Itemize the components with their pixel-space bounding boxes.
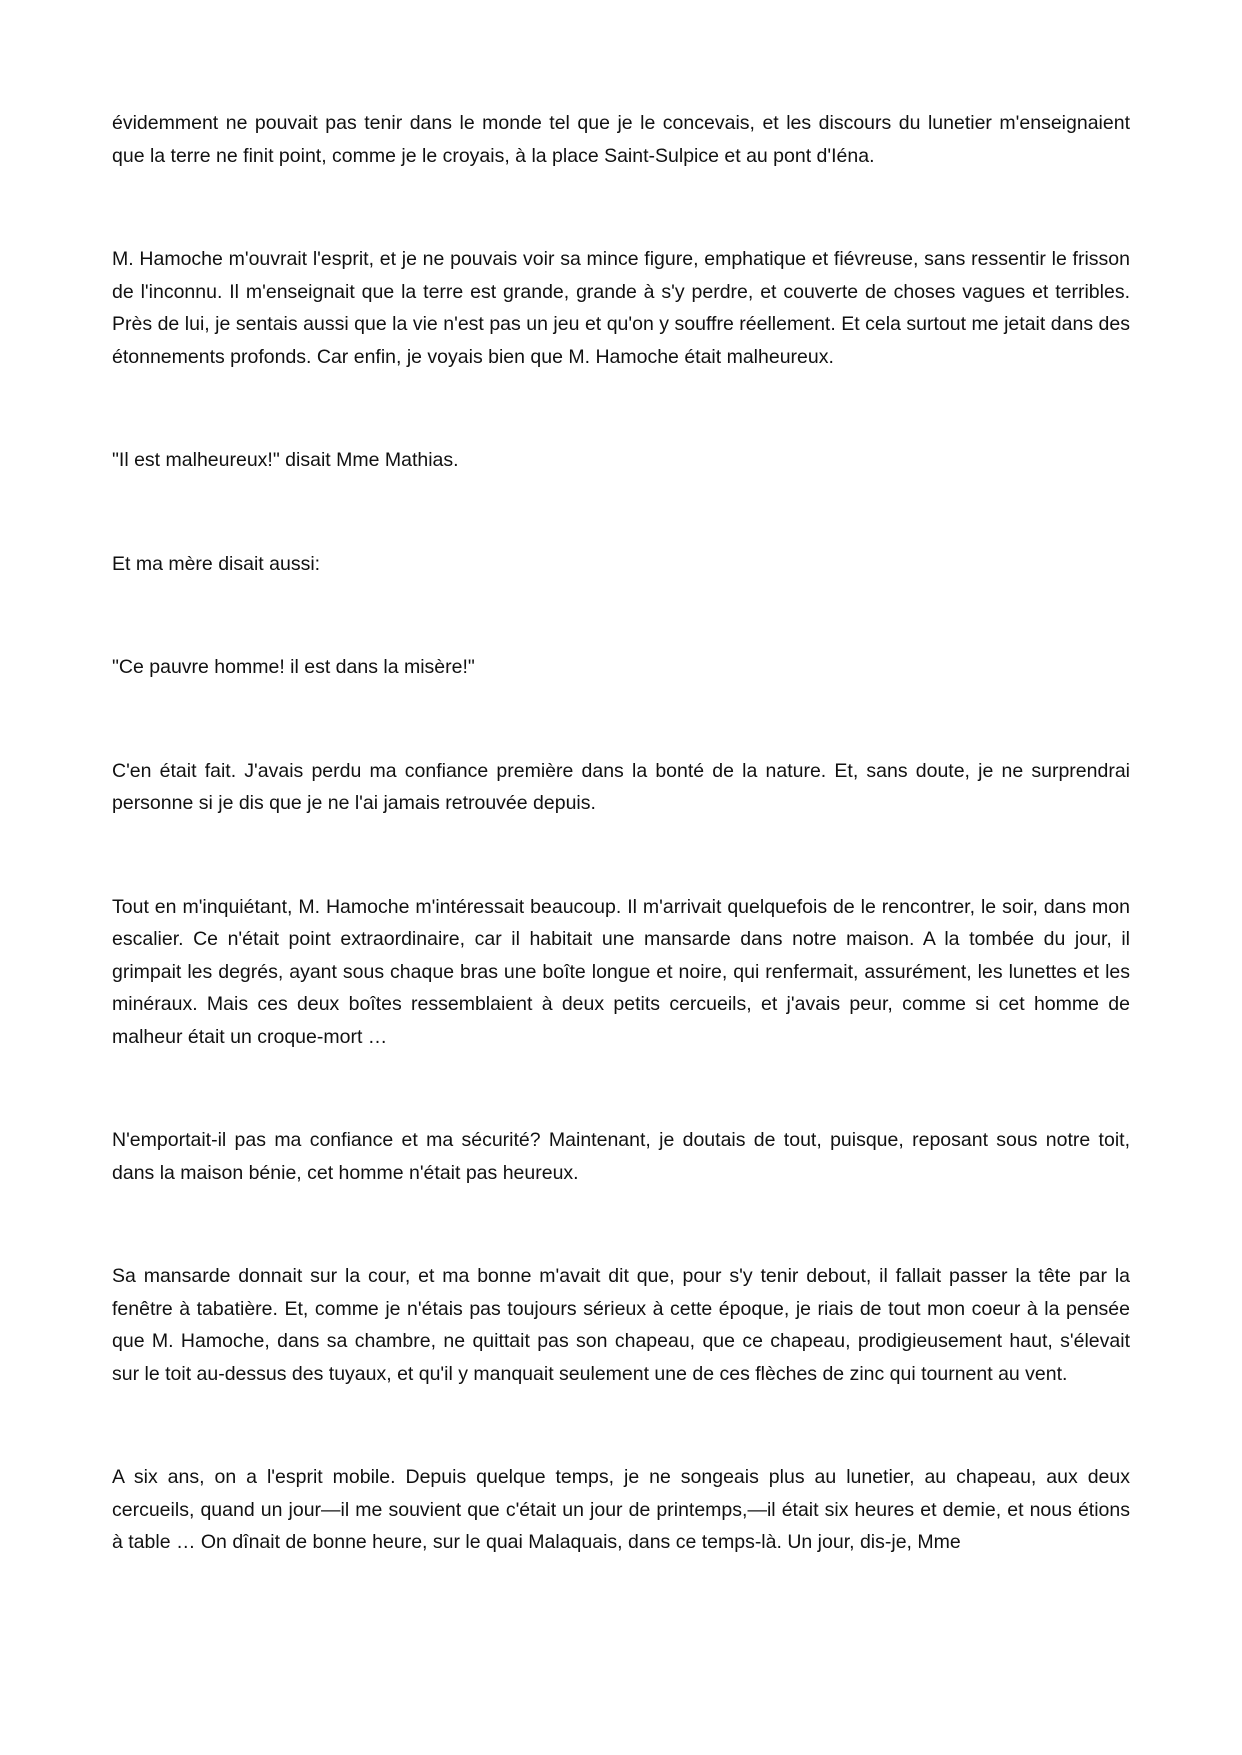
paragraph: Tout en m'inquiétant, M. Hamoche m'intéressait beaucoup. Il m'arrivait quelquefois de le rencontrer, le soir, dans mon escalier. Ce n'était point extraordinaire, car il habitait une mansarde dans notre maison. A la tombée du jour, il grimpait les degrés, ayant sous chaque bras une boîte longue et noire, qui renfermait, assurément, les lunettes et les minéraux. Mais ces deux boîtes ressemblaient à deux petits cercueils, et j'avais peur, comme si cet homme de malheur était un croque-mort …: [112, 895, 1130, 1048]
page-body: [112, 107, 1130, 1559]
paragraph: C'en était fait. J'avais perdu ma confiance première dans la bonté de la nature. Et, sans doute, je ne surprendrai personne si je dis que je ne l'ai jamais retrouvée depuis.: [112, 759, 1130, 814]
paragraph: A six ans, on a l'esprit mobile. Depuis quelque temps, je ne songeais plus au lunetier, au chapeau, aux deux cercueils, quand un jour—il me souvient que c'était un jour de printemps,—il était six heures et demie, et nous étions à table … On dînait de bonne heure, sur le quai Malaquais, dans ce temps-là. Un jour, dis-je, Mme: [112, 1466, 1130, 1553]
paragraph: "Il est malheureux!" disait Mme Mathias.: [112, 449, 459, 471]
paragraph: "Ce pauvre homme! il est dans la misère!": [112, 656, 475, 678]
paragraph: évidemment ne pouvait pas tenir dans le monde tel que je le concevais, et les discours du lunetier m'enseignaient que la terre ne finit point, comme je le croyais, à la place Saint-Sulpice et au pont d'Iéna.: [112, 112, 1130, 167]
paragraph: N'emportait-il pas ma confiance et ma sécurité? Maintenant, je doutais de tout, puisque, reposant sous notre toit, dans la maison bénie, cet homme n'était pas heureux.: [112, 1129, 1130, 1184]
paragraph: M. Hamoche m'ouvrait l'esprit, et je ne pouvais voir sa mince figure, emphatique et fiévreuse, sans ressentir le frisson de l'inconnu. Il m'enseignait que la terre est grande, grande à s'y perdre, et couverte de choses vagues et terribles. Près de lui, je sentais aussi que la vie n'est pas un jeu et qu'on y souffre réellement. Et cela surtout me jetait dans des étonnements profonds. Car enfin, je voyais bien que M. Hamoche était malheureux.: [112, 248, 1130, 368]
paragraph: Sa mansarde donnait sur la cour, et ma bonne m'avait dit que, pour s'y tenir debout, il fallait passer la tête par la fenêtre à tabatière. Et, comme je n'étais pas toujours sérieux à cette époque, je riais de tout mon coeur à la pensée que M. Hamoche, dans sa chambre, ne quittait pas son chapeau, que ce chapeau, prodigieusement haut, s'élevait sur le toit au-dessus des tuyaux, et qu'il y manquait seulement une de ces flèches de zinc qui tournent au vent.: [112, 1265, 1130, 1385]
paragraph: Et ma mère disait aussi:: [112, 552, 321, 575]
